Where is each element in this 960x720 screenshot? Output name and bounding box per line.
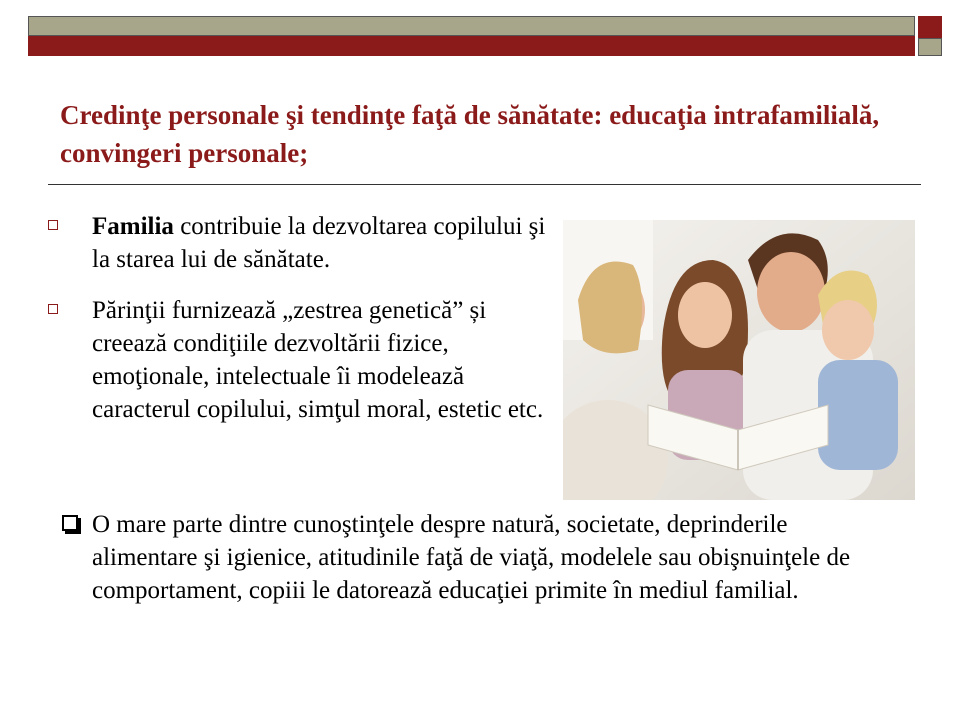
- checkbox-square-bullet-icon: [62, 515, 78, 531]
- bullet-rest: contribuie la dezvoltarea copilului şi la starea lui de sănătate.: [92, 213, 546, 273]
- corner-square-olive: [918, 38, 942, 56]
- family-reading-photo: [563, 220, 915, 500]
- bullet-text: Părinţii furnizează „zestrea genetică” și creează condiţiile dezvoltării fizice, emoţionale, intelectuale îi modelează caracterul copilului, simţul moral, estetic etc.: [92, 297, 544, 423]
- corner-square-red: [918, 16, 942, 38]
- bullet-bold: Familia: [92, 213, 174, 240]
- top-red-bar: [28, 36, 915, 56]
- hollow-square-bullet-icon: [48, 304, 58, 314]
- bullet-text: [92, 210, 562, 276]
- family-photo-illustration: [563, 220, 915, 500]
- title-divider: [48, 184, 921, 185]
- hollow-square-bullet-icon: [48, 220, 58, 230]
- slide-title: Credinţe personale şi tendinţe faţă de sănătate: educaţia intrafamilială, convingeri personale;: [60, 100, 880, 168]
- top-decorative-bar: [28, 16, 915, 36]
- bullet-text: O mare parte dintre cunoştinţele despre natură, societate, deprinderile alimentare şi igienice, atitudinile faţă de viaţă, modelele sau obişnuinţele de comportament, copiii le datorează educaţiei primite în mediul familial.: [92, 511, 851, 604]
